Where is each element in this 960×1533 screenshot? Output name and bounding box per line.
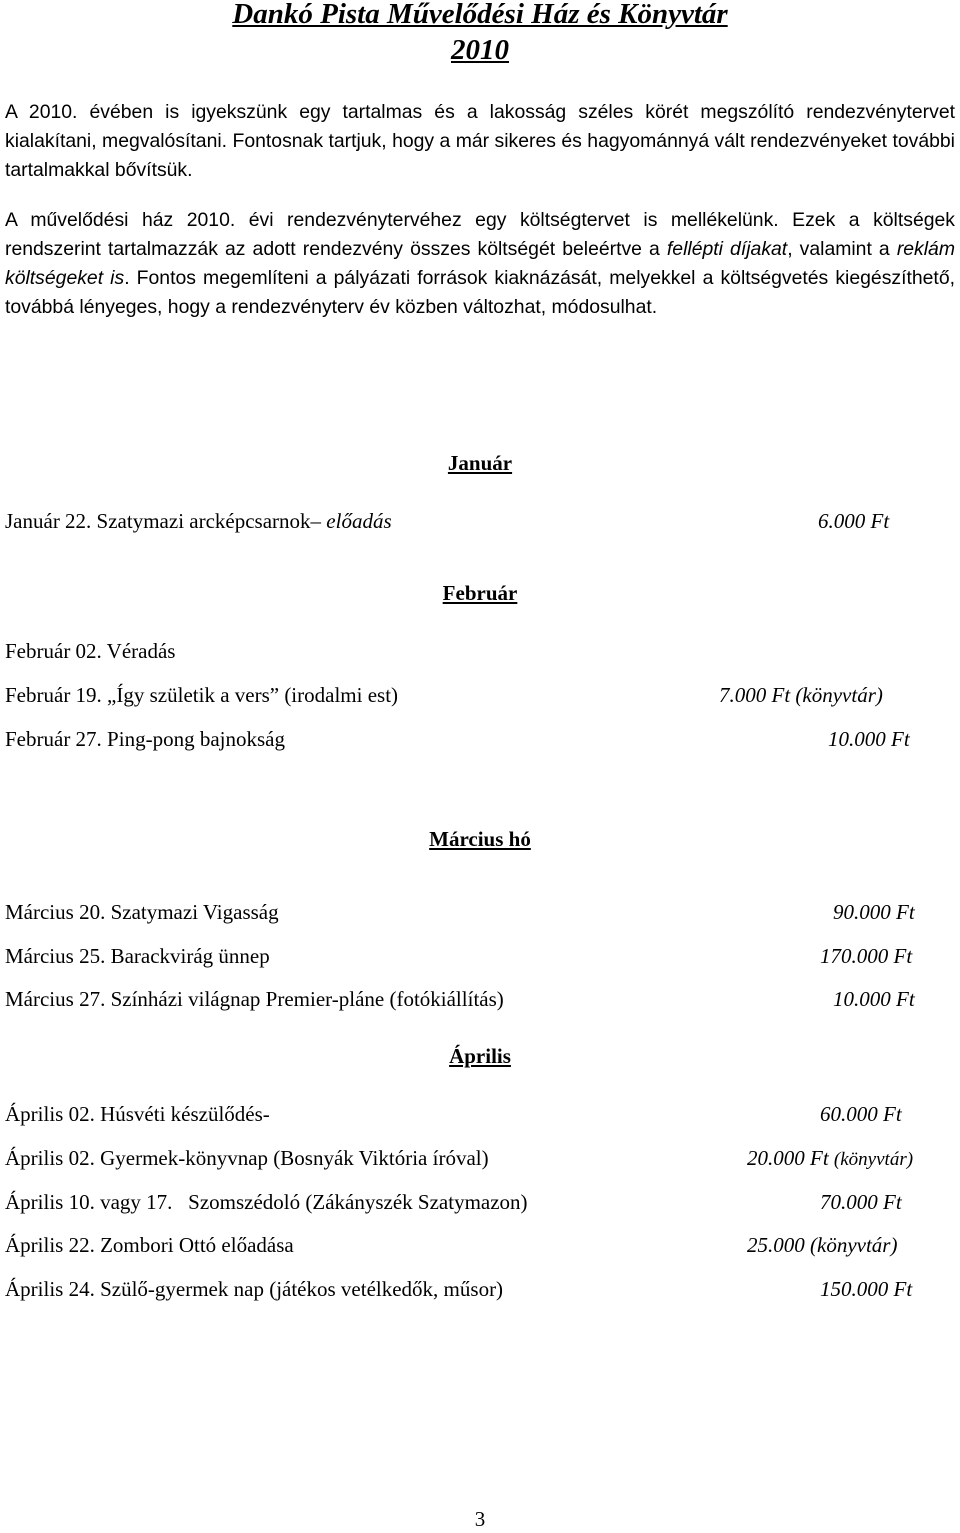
event-cost: 90.000 Ft <box>833 900 915 924</box>
event-title: Április 10. vagy 17. Szomszédoló (Zákányszék Szatymazon) <box>5 1190 528 1214</box>
event-row <box>5 986 955 1012</box>
event-title: Április 24. Szülő-gyermek nap (játékos vetélkedők, műsor) <box>5 1277 504 1301</box>
section-heading-februar: Február <box>442 581 518 605</box>
event-row <box>5 1276 955 1302</box>
section-heading-marcius: Március hó <box>429 827 531 851</box>
section-heading-januar: Január <box>447 451 513 475</box>
event-row <box>5 943 955 969</box>
event-cost: 70.000 Ft <box>820 1190 902 1214</box>
intro-paragraph-1: A 2010. évében is igyekszünk egy tartalmas és a lakosság széles körét megszólító rendezvénytervet kialakítani, megvalósítani. Fontosnak tartjuk, hogy a már sikeres és hagyománnyá vált rendezvényeket további tartalmakkal bővítsük. <box>5 101 955 181</box>
event-title: Február 19. „Így születik a vers” (irodalmi est) <box>5 683 399 707</box>
event-row <box>5 1145 955 1171</box>
event-cost: 150.000 Ft <box>820 1277 913 1301</box>
document-year: 2010 <box>451 34 509 66</box>
event-cost: 10.000 Ft <box>828 727 910 751</box>
event-cost: 6.000 Ft <box>818 509 890 533</box>
event-cost: 10.000 Ft <box>833 987 915 1011</box>
intro-paragraph-2 <box>5 206 955 322</box>
event-row <box>5 508 955 534</box>
event-cost: 7.000 Ft (könyvtár) <box>719 683 883 707</box>
event-title: Január 22. Szatymazi arcképcsarnok– előadás <box>5 509 392 533</box>
page-number: 3 <box>474 1507 486 1531</box>
event-title: Február 02. Véradás <box>5 639 176 663</box>
event-row <box>5 1101 955 1127</box>
intro-p2-emph-fees: fellépti díjakat <box>666 238 788 260</box>
event-row <box>5 899 955 925</box>
event-row <box>5 638 955 664</box>
intro-p2-emph-advertising: reklám költségeket is <box>5 238 955 289</box>
event-title: Április 22. Zombori Ottó előadása <box>5 1233 294 1257</box>
event-cost: 25.000 (könyvtár) <box>747 1233 898 1257</box>
intro-p2-part-e: . Fontos megemlíteni a pályázati források kiaknázását, melyekkel a költségvetés kiegészíthető, továbbá lényeges, hogy a rendezvényterv év közben változhat, módosulhat. <box>5 267 955 318</box>
intro-p2-part-c: , valamint a <box>787 238 897 260</box>
intro-text <box>5 98 955 322</box>
intro-p2-part-a: A művelődési ház 2010. évi rendezvénytervéhez egy költségtervet is mellékelünk. Ezek a költségek rendszerint tartalmazzák az adott rendezvény összes költségét beleértve a <box>5 209 955 260</box>
section-heading-aprilis: Április <box>449 1044 511 1068</box>
event-type-emph: előadás <box>326 509 392 533</box>
event-row <box>5 682 955 708</box>
event-title: Március 27. Színházi világnap Premier-pláne (fotókiállítás) <box>5 987 504 1011</box>
event-title: Április 02. Gyermek-könyvnap (Bosnyák Viktória íróval) <box>5 1146 489 1170</box>
event-row <box>5 726 955 752</box>
event-title: Február 27. Ping-pong bajnokság <box>5 727 285 751</box>
event-title: Március 20. Szatymazi Vigasság <box>5 900 279 924</box>
event-row <box>5 1232 955 1258</box>
event-cost: 170.000 Ft <box>820 944 913 968</box>
event-title: Április 02. Húsvéti készülődés- <box>5 1102 270 1126</box>
document-title: Dankó Pista Művelődési Ház és Könyvtár <box>232 0 728 30</box>
event-cost: 20.000 Ft (könyvtár) <box>747 1146 914 1170</box>
event-cost: 60.000 Ft <box>820 1102 902 1126</box>
event-row <box>5 1189 955 1215</box>
event-title: Március 25. Barackvirág ünnep <box>5 944 270 968</box>
